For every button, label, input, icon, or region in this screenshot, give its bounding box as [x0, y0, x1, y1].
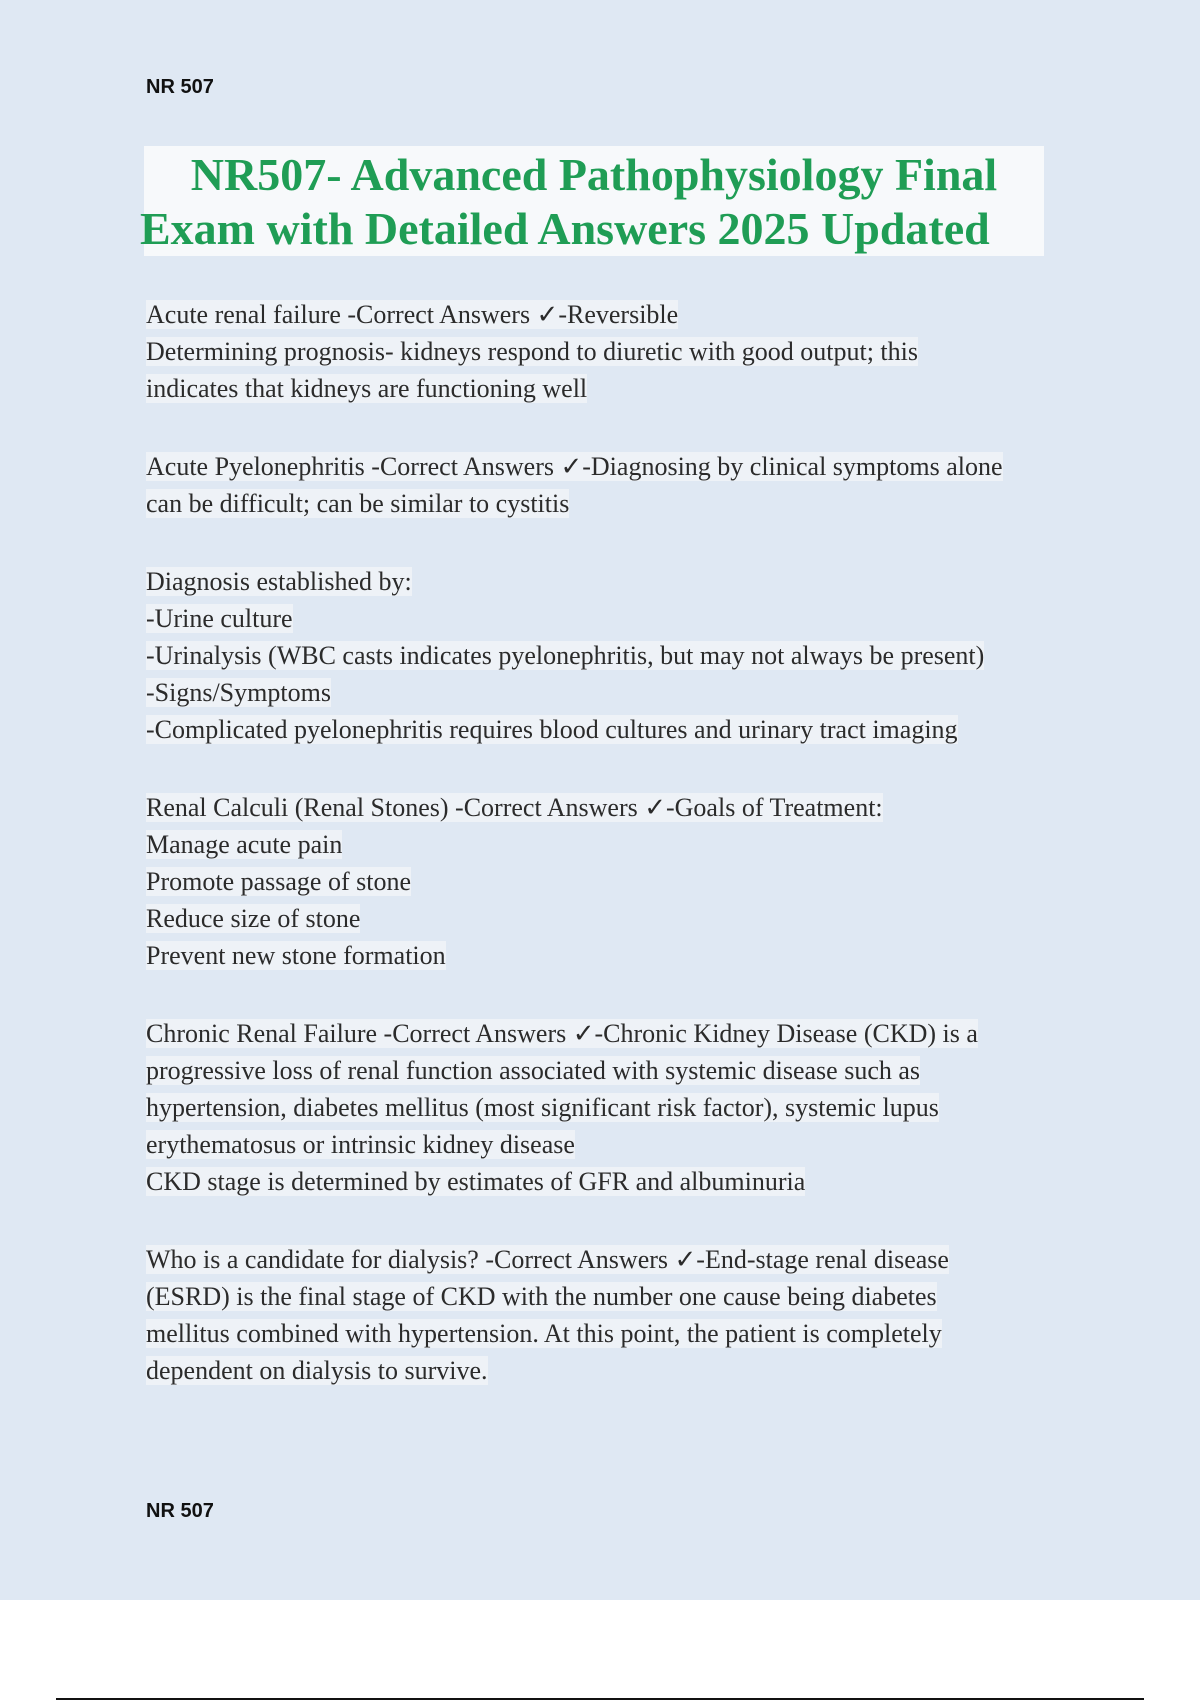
text-line: Who is a candidate for dialysis? -Correct Answers ✓-End-stage renal disease [146, 1245, 949, 1274]
text-line: -Complicated pyelonephritis requires blood cultures and urinary tract imaging [146, 715, 958, 744]
title-line-2: Exam with Detailed Answers 2025 Updated [140, 203, 990, 254]
text-line: Renal Calculi (Renal Stones) -Correct Answers ✓-Goals of Treatment: [146, 793, 883, 822]
text-line: hypertension, diabetes mellitus (most significant risk factor), systemic lupus [146, 1093, 939, 1122]
qa-section [146, 563, 1086, 748]
text-line: Reduce size of stone [146, 904, 361, 933]
text-line: Acute Pyelonephritis -Correct Answers ✓-Diagnosing by clinical symptoms alone [146, 452, 1003, 481]
text-line: can be difficult; can be similar to cystitis [146, 489, 570, 518]
text-line: mellitus combined with hypertension. At this point, the patient is completely [146, 1319, 942, 1348]
document-title [140, 146, 1044, 256]
document-body [146, 296, 1086, 1389]
text-line: indicates that kidneys are functioning well [146, 374, 588, 403]
text-line: Promote passage of stone [146, 867, 412, 896]
text-line: Diagnosis established by: [146, 567, 412, 596]
text-line: erythematosus or intrinsic kidney disease [146, 1130, 575, 1159]
qa-section [146, 448, 1086, 522]
qa-section [146, 1015, 1086, 1200]
text-line: dependent on dialysis to survive. [146, 1356, 488, 1385]
text-line: Manage acute pain [146, 830, 343, 859]
page-footer-label: NR 507 [146, 1500, 214, 1522]
qa-section [146, 296, 1086, 407]
qa-section [146, 789, 1086, 974]
text-line: Prevent new stone formation [146, 941, 446, 970]
text-line: Acute renal failure -Correct Answers ✓-Reversible [146, 300, 679, 329]
page-header-label: NR 507 [146, 76, 214, 98]
text-line: (ESRD) is the final stage of CKD with the number one cause being diabetes [146, 1282, 937, 1311]
text-line: -Signs/Symptoms [146, 678, 331, 707]
qa-section [146, 1241, 1086, 1389]
text-line: CKD stage is determined by estimates of GFR and albuminuria [146, 1167, 806, 1196]
text-line: Determining prognosis- kidneys respond to diuretic with good output; this [146, 337, 918, 366]
title-line-1: NR507- Advanced Pathophysiology Final [190, 149, 998, 200]
text-line: -Urine culture [146, 604, 293, 633]
text-line: progressive loss of renal function associated with systemic disease such as [146, 1056, 921, 1085]
text-line: -Urinalysis (WBC casts indicates pyelonephritis, but may not always be present) [146, 641, 985, 670]
text-line: Chronic Renal Failure -Correct Answers ✓-Chronic Kidney Disease (CKD) is a [146, 1019, 978, 1048]
